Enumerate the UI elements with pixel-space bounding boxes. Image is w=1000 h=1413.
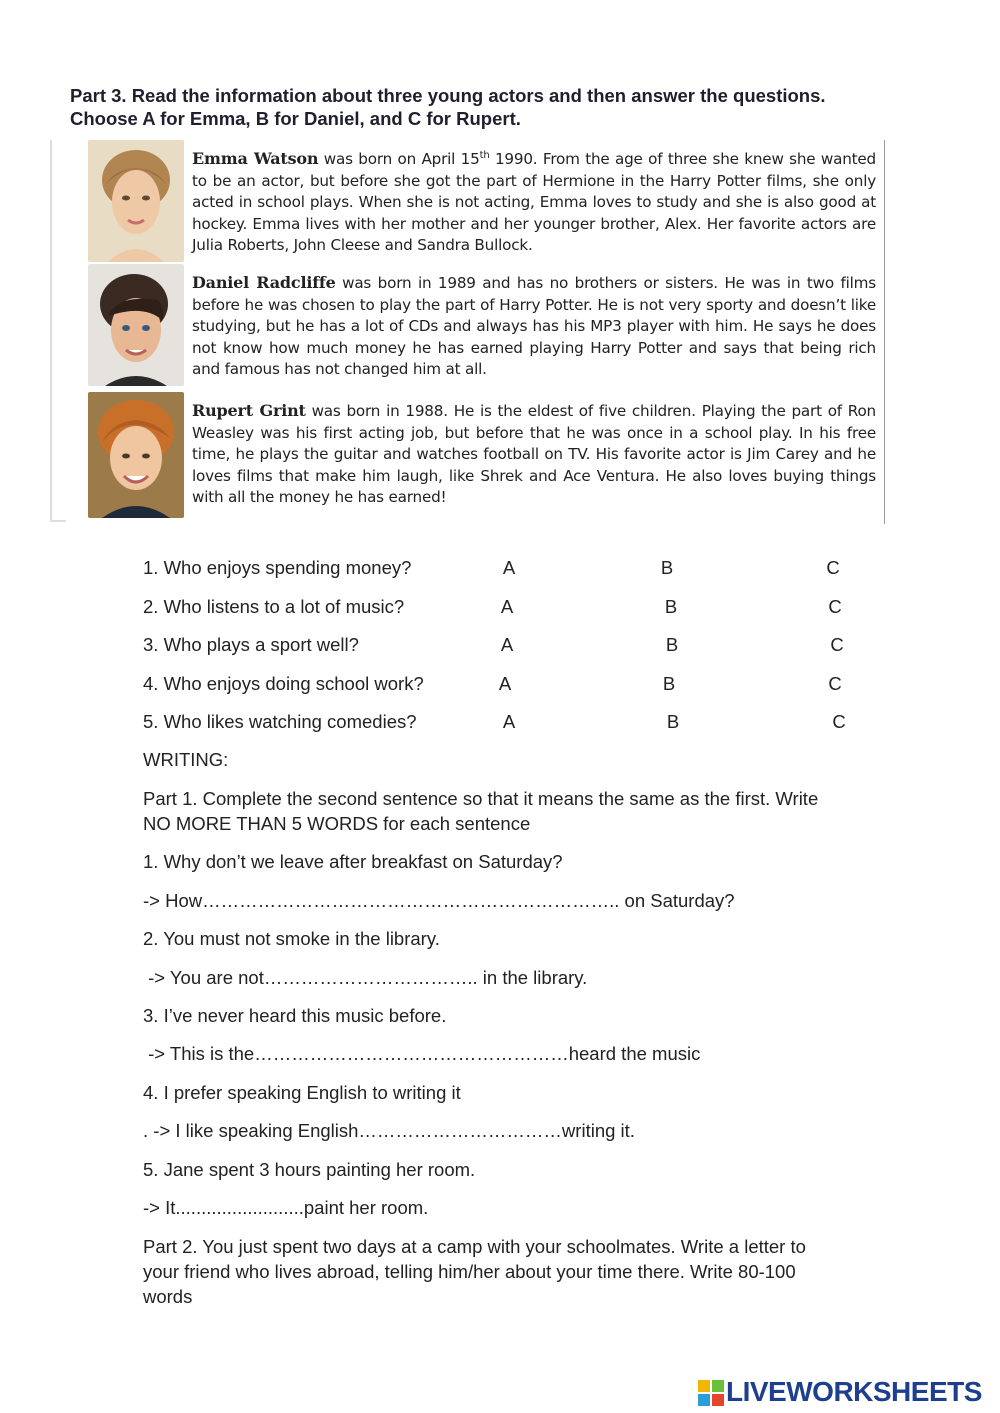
option-c[interactable]: C bbox=[826, 557, 840, 578]
bio-rupert-body: was born in 1988. He is the eldest of five children. Playing the part of Ron Weasley was his first acting job, but before that he was once in a school play. In his free time, he plays the guitar and watches football on TV. His favorite actor is Jim Carey and he loves films that make him laugh, like Shrek and Ace Ventura. He also loves buying things with all the money he has earned! bbox=[192, 402, 876, 507]
option-b[interactable]: B bbox=[660, 557, 674, 578]
liveworksheets-logo-icon bbox=[698, 1380, 724, 1406]
question-text: 1. Who enjoys spending money? bbox=[143, 557, 412, 578]
part2-line-2: your friend who lives abroad, telling him/her about your time there. Write 80-100 bbox=[143, 1261, 796, 1282]
emma-photo bbox=[88, 140, 184, 262]
bio-daniel bbox=[88, 264, 884, 392]
bio-rupert-text bbox=[192, 400, 876, 509]
actors-info-box bbox=[88, 140, 885, 524]
writing-sentence-4: 4. I prefer speaking English to writing it bbox=[143, 1082, 461, 1103]
writing-rewrite-4[interactable]: . -> I like speaking English……………………………writing it. bbox=[143, 1120, 635, 1141]
option-b[interactable]: B bbox=[664, 596, 678, 617]
option-c[interactable]: C bbox=[828, 673, 842, 694]
writing-rewrite-3[interactable]: -> This is the……………………………………………heard the music bbox=[143, 1043, 701, 1064]
bio-emma bbox=[88, 140, 884, 268]
writing-rewrite-1[interactable]: -> How………………………………………………………….. on Saturday? bbox=[143, 890, 735, 911]
option-c[interactable]: C bbox=[832, 711, 846, 732]
writing-rewrite-2[interactable]: -> You are not…………………………….. in the library. bbox=[143, 967, 588, 988]
option-c[interactable]: C bbox=[830, 634, 844, 655]
part2-line-3: words bbox=[143, 1286, 193, 1307]
daniel-photo bbox=[88, 264, 184, 386]
option-a[interactable]: A bbox=[500, 596, 514, 617]
bio-emma-body: 1990. From the age of three she knew she wanted to be an actor, but before she got the part of Hermione in the Harry Potter films, she only acted in school plays. When she is not acting, Emma loves to study and she is also good at hockey. Emma lives with her mother and her younger brother, Alex. Her favorite actors are Julia Roberts, John Cleese and Sandra Bullock. bbox=[192, 150, 876, 255]
bio-emma-birth: was born on April 15 bbox=[318, 150, 480, 168]
writing-sentence-2: 2. You must not smoke in the library. bbox=[143, 928, 440, 949]
option-b[interactable]: B bbox=[662, 673, 676, 694]
question-row-3 bbox=[143, 632, 883, 658]
part3-heading bbox=[70, 84, 950, 130]
question-text: 3. Who plays a sport well? bbox=[143, 634, 359, 655]
writing-sentence-5: 5. Jane spent 3 hours painting her room. bbox=[143, 1159, 476, 1180]
question-row-1 bbox=[143, 555, 883, 581]
bio-rupert-name: Rupert Grint bbox=[192, 401, 306, 420]
writing-title: WRITING: bbox=[143, 749, 229, 770]
bio-rupert bbox=[88, 392, 884, 520]
decorative-bracket bbox=[50, 140, 66, 522]
writing-sentence-1: 1. Why don’t we leave after breakfast on Saturday? bbox=[143, 851, 563, 872]
option-a[interactable]: A bbox=[500, 634, 514, 655]
logo-text: LIVEWORKSHEETS bbox=[726, 1376, 982, 1407]
bio-daniel-body: was born in 1989 and has no brothers or sisters. He was in two films before he was chosen to play the part of Harry Potter. He is not very sporty and doesn’t like studying, but he has a lot of CDs and always has his MP3 player with him. He says he does not know how much money he has earned playing Harry Potter and says that being rich and famous has not changed him at all. bbox=[192, 274, 876, 379]
bio-emma-sup: th bbox=[479, 149, 490, 161]
bio-daniel-text bbox=[192, 272, 876, 381]
option-a[interactable]: A bbox=[502, 557, 516, 578]
writing-part1-instructions bbox=[143, 786, 903, 836]
option-b[interactable]: B bbox=[666, 711, 680, 732]
writing-rewrite-5[interactable]: -> It.........................paint her room. bbox=[143, 1197, 429, 1218]
rupert-photo bbox=[88, 392, 184, 518]
question-text: 4. Who enjoys doing school work? bbox=[143, 673, 424, 694]
option-a[interactable]: A bbox=[502, 711, 516, 732]
part1-line-2: NO MORE THAN 5 WORDS for each sentence bbox=[143, 813, 531, 834]
question-text: 2. Who listens to a lot of music? bbox=[143, 596, 405, 617]
bio-daniel-name: Daniel Radcliffe bbox=[192, 273, 336, 292]
option-a[interactable]: A bbox=[498, 673, 512, 694]
heading-line-2: Choose A for Emma, B for Daniel, and C for Rupert. bbox=[70, 108, 521, 129]
liveworksheets-logo bbox=[698, 1374, 994, 1412]
question-row-2 bbox=[143, 594, 883, 620]
heading-line-1: Part 3. Read the information about three young actors and then answer the questions. bbox=[70, 85, 826, 106]
question-row-5 bbox=[143, 709, 883, 735]
bio-emma-name: Emma Watson bbox=[192, 149, 319, 168]
option-c[interactable]: C bbox=[828, 596, 842, 617]
option-b[interactable]: B bbox=[665, 634, 679, 655]
writing-sentence-3: 3. I’ve never heard this music before. bbox=[143, 1005, 447, 1026]
question-row-4 bbox=[143, 671, 883, 697]
writing-part2-instructions bbox=[143, 1234, 903, 1309]
bio-emma-text bbox=[192, 148, 876, 257]
part2-line-1: Part 2. You just spent two days at a camp with your schoolmates. Write a letter to bbox=[143, 1236, 806, 1257]
question-text: 5. Who likes watching comedies? bbox=[143, 711, 417, 732]
part1-line-1: Part 1. Complete the second sentence so that it means the same as the first. Write bbox=[143, 788, 819, 809]
